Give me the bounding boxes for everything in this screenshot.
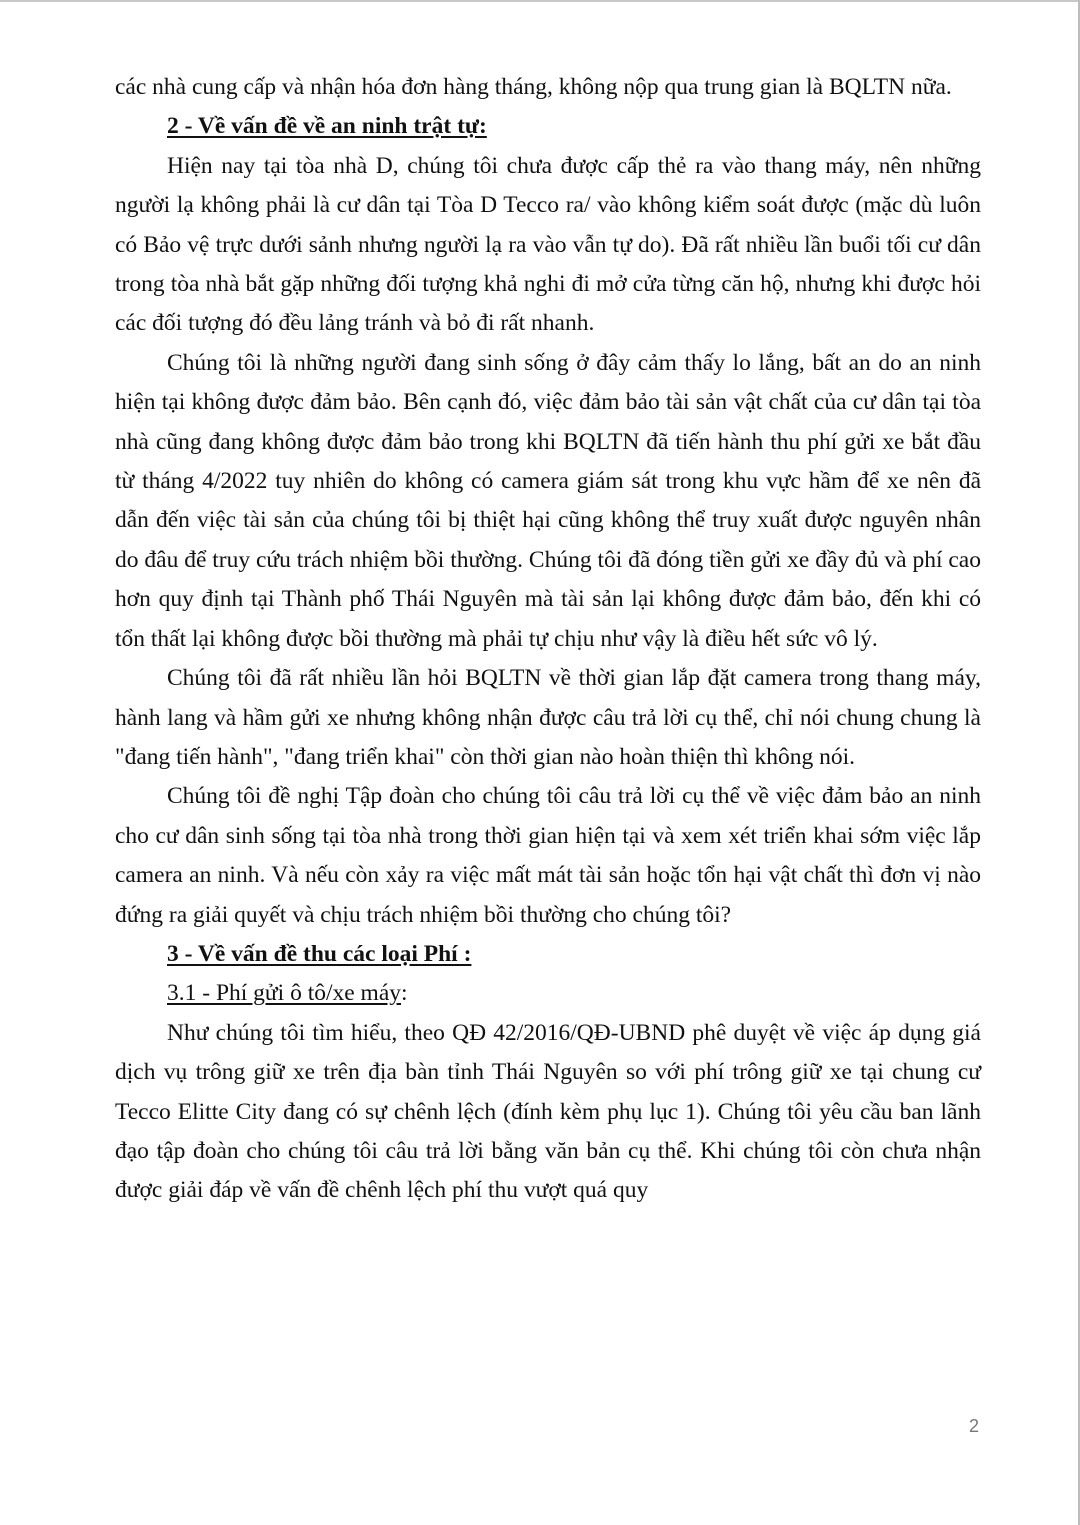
subsection-heading-colon: : [401,980,408,1007]
section-heading-fees [115,935,981,974]
subsection-heading-parking-fee-text: 3.1 - Phí gửi ô tô/xe máy [167,980,402,1007]
page-top-edge [0,0,1080,2]
paragraph-parking-fee-regulation: Như chúng tôi tìm hiểu, theo QĐ 42/2016/QĐ-UBND phê duyệt về việc áp dụng giá dịch vụ trông giữ xe trên địa bàn tỉnh Thái Nguyên so với phí trông giữ xe tại chung cư Tecco Elitte City đang có sự chênh lệch (đính kèm phụ lục 1). Chúng tôi yêu cầu ban lãnh đạo tập đoàn cho chúng tôi câu trả lời bằng văn bản cụ thể. Khi chúng tôi còn chưa nhận được giải đáp về vấn đề chênh lệch phí thu vượt quá quy [115,1019,981,1204]
subsection-heading-parking-fee [115,974,981,1013]
page-number: 2 [968,1416,979,1436]
section-heading-fees-text: 3 - Về vấn đề thu các loại Phí : [167,940,472,967]
section-heading-security-text: 2 - Về vấn đề về an ninh trật tự: [167,113,487,140]
paragraph-camera-inquiry: Chúng tôi đã rất nhiều lần hỏi BQLTN về thời gian lắp đặt camera trong thang máy, hành lang và hầm gửi xe nhưng không nhận được câu trả lời cụ thể, chỉ nói chung chung là "đang tiến hành", "đang triển khai" còn thời gian nào hoàn thiện thì không nói. [115,665,981,770]
paragraph-continuation: các nhà cung cấp và nhận hóa đơn hàng tháng, không nộp qua trung gian là BQLTN nữa. [115,74,952,100]
section-heading-security [115,107,981,146]
paragraph-elevator-access: Hiện nay tại tòa nhà D, chúng tôi chưa được cấp thẻ ra vào thang máy, nên những người lạ không phải là cư dân tại Tòa D Tecco ra/ vào không kiểm soát được (mặc dù luôn có Bảo vệ trực dưới sảnh nhưng người lạ ra vào vẫn tự do). Đã rất nhiều lần buổi tối cư dân trong tòa nhà bắt gặp những đối tượng khả nghi đi mở cửa từng căn hộ, nhưng khi được hỏi các đối tượng đó đều lảng tránh và bỏ đi rất nhanh. [115,152,981,337]
paragraph-security-concern: Chúng tôi là những người đang sinh sống ở đây cảm thấy lo lắng, bất an do an ninh hiện tại không được đảm bảo. Bên cạnh đó, việc đảm bảo tài sản vật chất của cư dân tại tòa nhà cũng đang không được đảm bảo trong khi BQLTN đã tiến hành thu phí gửi xe bắt đầu từ tháng 4/2022 tuy nhiên do không có camera giám sát trong khu vực hầm để xe nên đã dẫn đến việc tài sản của chúng tôi bị thiệt hại cũng không thể truy xuất được nguyên nhân do đâu để truy cứu trách nhiệm bồi thường. Chúng tôi đã đóng tiền gửi xe đầy đủ và phí cao hơn quy định tại Thành phố Thái Nguyên mà tài sản lại không được đảm bảo, đến khi có tổn thất lại không được bồi thường mà phải tự chịu như vậy là điều hết sức vô lý. [115,349,981,652]
document-body [115,68,981,1211]
paragraph-security-request: Chúng tôi đề nghị Tập đoàn cho chúng tôi câu trả lời cụ thể về việc đảm bảo an ninh cho cư dân sinh sống tại tòa nhà trong thời gian hiện tại và xem xét triển khai sớm việc lắp camera an ninh. Và nếu còn xảy ra việc mất mát tài sản hoặc tổn hại vật chất thì đơn vị nào đứng ra giải quyết và chịu trách nhiệm bồi thường cho chúng tôi? [115,783,981,928]
